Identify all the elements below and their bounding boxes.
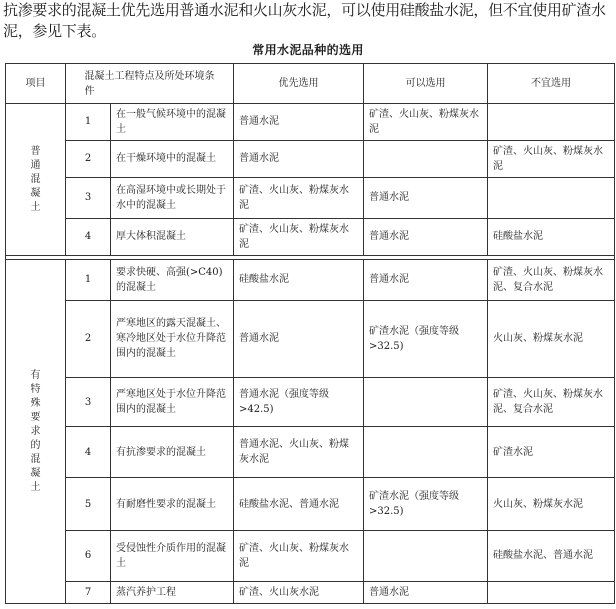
row-preferred: 普通水泥: [234, 300, 364, 377]
row-usable: [364, 377, 488, 427]
row-preferred: 普通水泥: [234, 104, 364, 141]
table-row: [6, 377, 615, 427]
header-feature: [66, 64, 234, 104]
row-preferred: 普通水泥（强度等级>42.5): [234, 377, 364, 427]
row-feature: 严寒地区的露天混凝土、寒冷地区处于水位升降范围内的混凝土: [111, 300, 234, 377]
table-title: 常用水泥品种的选用: [252, 43, 364, 57]
row-feature: 受侵蚀性介质作用的混凝土: [111, 530, 234, 581]
row-preferred: 矿渣、火山灰水泥: [234, 581, 364, 603]
header-usable: 可以选用: [364, 64, 488, 104]
row-unsuitable: [488, 581, 615, 603]
row-unsuitable: [488, 104, 615, 141]
row-number: 4: [66, 427, 111, 478]
group-label-special: 有特殊要求的混凝土: [6, 260, 66, 604]
header-preferred: 优先选用: [234, 64, 364, 104]
table-row: [6, 218, 615, 256]
row-feature: 有抗渗要求的混凝土: [111, 427, 234, 478]
row-preferred: 硅酸盐水泥: [234, 260, 364, 301]
row-preferred: 矿渣、火山灰、粉煤灰水泥: [234, 178, 364, 219]
row-usable: 矿渣水泥（强度等级>32.5): [364, 300, 488, 377]
row-usable: [364, 140, 488, 178]
row-unsuitable: 矿渣、火山灰、粉煤灰水泥: [488, 140, 615, 178]
row-unsuitable: 矿渣、火山灰、粉煤灰水泥、复合水泥: [488, 377, 615, 427]
table-row: [6, 427, 615, 478]
row-unsuitable: 硅酸盐水泥、普通水泥: [488, 530, 615, 581]
row-number: 7: [66, 581, 111, 603]
intro-paragraph: 抗渗要求的混凝土优先选用普通水泥和火山灰水泥，可以使用硅酸盐水泥，但不宜使用矿渣水泥，参见下表。: [3, 1, 606, 40]
row-unsuitable: 矿渣、火山灰、粉煤灰水泥、复合水泥: [488, 260, 615, 301]
row-unsuitable: [488, 178, 615, 219]
row-preferred: 普通水泥: [234, 140, 364, 178]
row-usable: 普通水泥: [364, 178, 488, 219]
row-unsuitable: 火山灰、粉煤灰水泥: [488, 478, 615, 531]
table-row: [6, 300, 615, 377]
row-usable: 普通水泥: [364, 581, 488, 603]
table-row: [6, 581, 615, 603]
row-unsuitable: 硅酸盐水泥: [488, 218, 615, 256]
row-feature: 有耐磨性要求的混凝土: [111, 478, 234, 531]
row-feature: 蒸汽养护工程: [111, 581, 234, 603]
row-number: 1: [66, 104, 111, 141]
row-usable: [364, 427, 488, 478]
table-row: [6, 478, 615, 531]
row-number: 3: [66, 377, 111, 427]
row-feature: 要求快硬、高强(>C40)的混凝土: [111, 260, 234, 301]
row-unsuitable: 火山灰、粉煤灰水泥: [488, 300, 615, 377]
cement-selection-table: [5, 63, 615, 604]
row-feature: 厚大体积混凝土: [111, 218, 234, 256]
header-item: 项目: [6, 64, 66, 104]
row-preferred: 普通水泥、火山灰、粉煤灰水泥: [234, 427, 364, 478]
row-feature: 在干燥环境中的混凝土: [111, 140, 234, 178]
row-unsuitable: 矿渣水泥: [488, 427, 615, 478]
table-row: [6, 140, 615, 178]
row-preferred: 矿渣、火山灰、粉煤灰水泥: [234, 530, 364, 581]
row-number: 6: [66, 530, 111, 581]
row-feature: 在一般气候环境中的混凝土: [111, 104, 234, 141]
row-usable: 矿渣、火山灰、粉煤灰水泥: [364, 104, 488, 141]
row-number: 4: [66, 218, 111, 256]
row-usable: 普通水泥: [364, 260, 488, 301]
row-usable: [364, 530, 488, 581]
row-usable: 矿渣水泥（强度等级>32.5): [364, 478, 488, 531]
row-preferred: 矿渣、火山灰、粉煤灰水泥: [234, 218, 364, 256]
row-feature: 严寒地区处于水位升降范围内的混凝土: [111, 377, 234, 427]
table-row: [6, 260, 615, 301]
row-number: 1: [66, 260, 111, 301]
table-row: [6, 530, 615, 581]
row-preferred: 硅酸盐水泥、普通水泥: [234, 478, 364, 531]
row-number: 2: [66, 300, 111, 377]
header-feature-text: 混凝土工程特点及所处环境条件: [84, 70, 215, 97]
row-feature: 在高湿环境中或长期处于水中的混凝土: [111, 178, 234, 219]
row-number: 5: [66, 478, 111, 531]
row-number: 3: [66, 178, 111, 219]
header-row: [6, 64, 615, 104]
row-usable: 普通水泥: [364, 218, 488, 256]
group-label-ordinary: 普通混凝土: [6, 104, 66, 256]
header-unsuitable: 不宜选用: [488, 64, 615, 104]
table-row: [6, 104, 615, 141]
row-number: 2: [66, 140, 111, 178]
table-row: [6, 178, 615, 219]
